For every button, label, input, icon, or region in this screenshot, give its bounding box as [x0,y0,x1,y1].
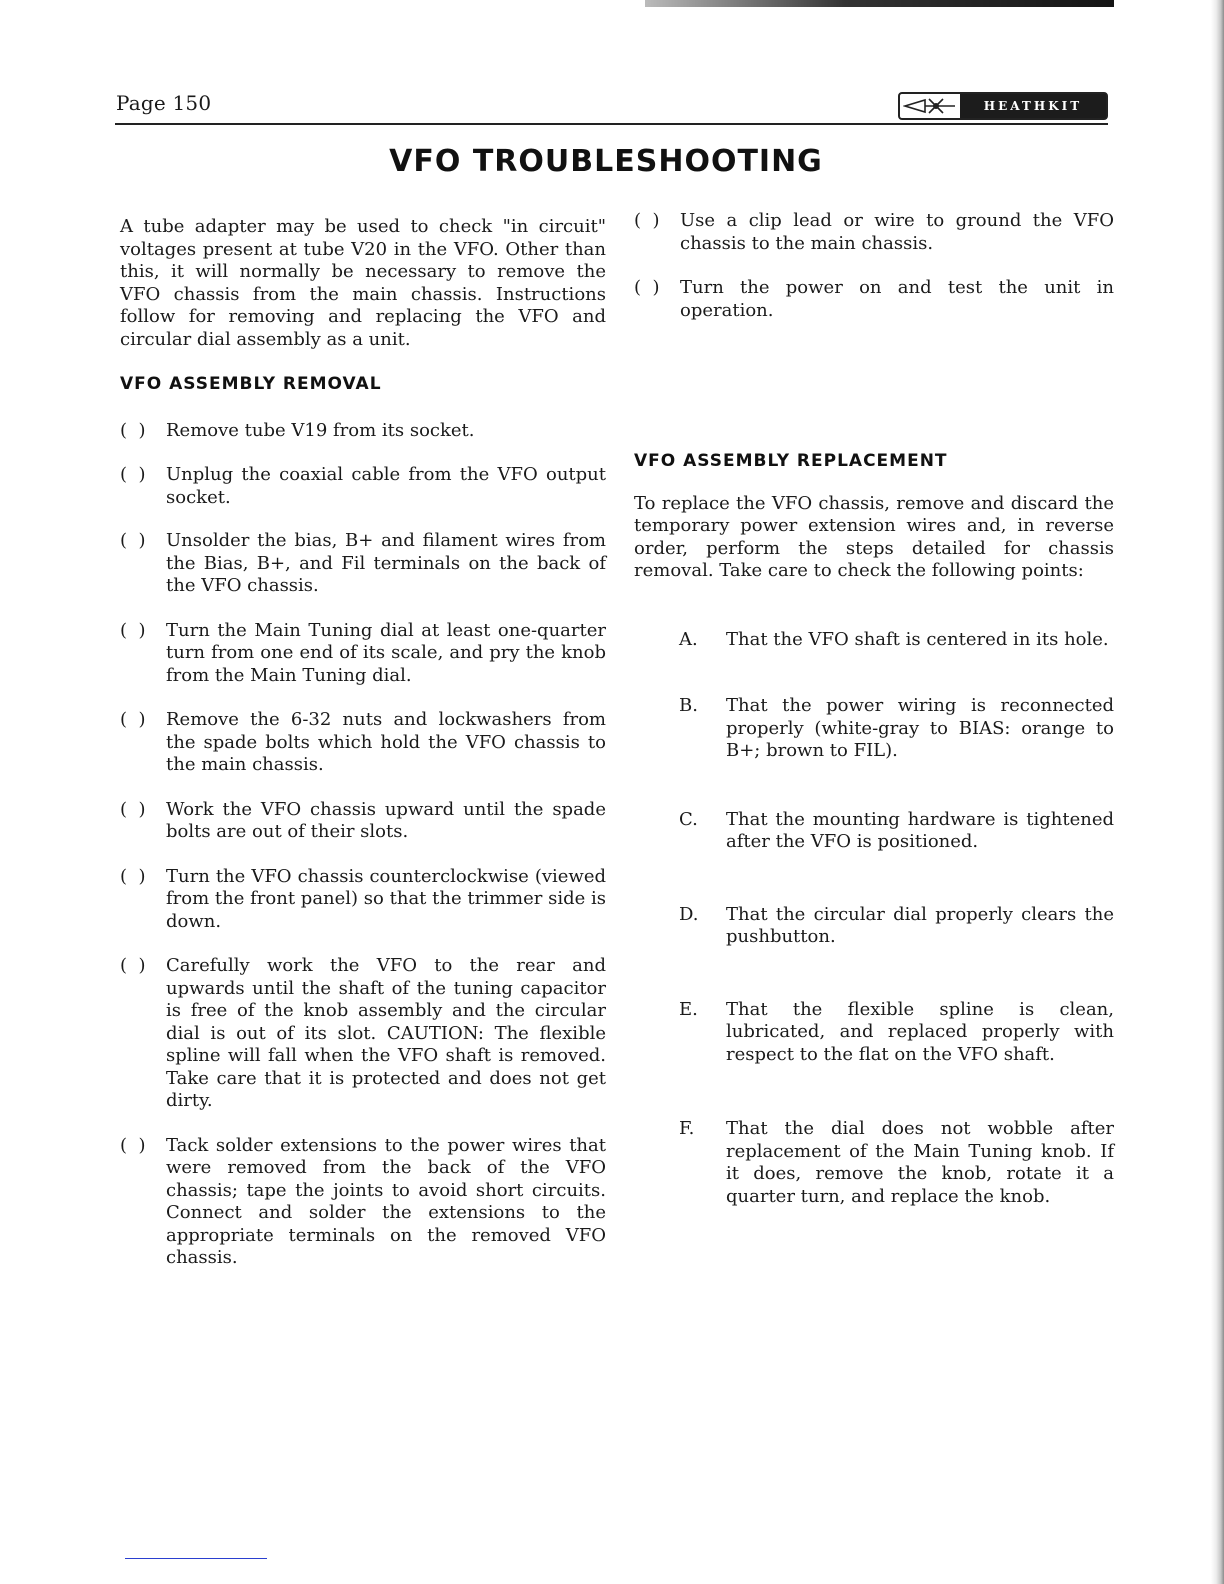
removal-heading: VFO ASSEMBLY REMOVAL [120,374,382,394]
intro-paragraph: A tube adapter may be used to check "in circuit" voltages present at tube V20 in the VFO. Other than this, it will normally be necessary to remove the VFO chassis from the main chassis. Instructions follow for removing and replacing the VFO and circular dial assembly as a unit. [120,216,606,350]
step-text: Work the VFO chassis upward until the spade bolts are out of their slots. [166,798,606,842]
removal-step [120,420,606,443]
check-point [634,1118,1114,1208]
logo-wordmark: HEATHKIT [960,94,1106,118]
check-point [634,629,1114,652]
step-text: Remove tube V19 from its socket. [166,419,475,441]
checkbox[interactable]: ( ) [120,419,146,441]
step-text: Turn the power on and test the unit in operation. [680,277,1114,321]
check-point [634,999,1114,1067]
point-letter: B. [679,695,698,716]
point-text: That the flexible spline is clean, lubricated, and replaced properly with respect to the flat on the VFO shaft. [726,998,1114,1065]
right-column [634,210,1114,1208]
checkbox[interactable]: ( ) [120,464,146,485]
removal-step [120,530,606,598]
page-title: VFO TROUBLESHOOTING [389,144,823,179]
checkbox[interactable]: ( ) [120,530,146,551]
checkbox[interactable]: ( ) [120,1134,146,1156]
step-text: Remove the 6-32 nuts and lockwashers from the spade bolts which hold the VFO chassis to the main chassis. [166,709,606,775]
step-text: Carefully work the VFO to the rear and upwards until the shaft of the tuning capacitor is free of the knob assembly and the circular dial is out of its slot. CAUTION: The flexible spline will fall when the VFO shaft is removed. Take care that it is protected and does not get dirty. [166,955,606,1111]
footer-rule [125,1558,267,1559]
point-letter: A. [679,628,698,650]
point-text: That the circular dial properly clears the pushbutton. [726,903,1114,947]
step-text: Turn the VFO chassis counterclockwise (viewed from the front panel) so that the trimmer side is down. [166,865,606,932]
step-text: Use a clip lead or wire to ground the VFO chassis to the main chassis. [680,210,1114,254]
removal-step [120,464,606,509]
point-letter: E. [679,998,698,1020]
removal-step [120,1135,606,1270]
point-text: That the power wiring is reconnected properly (white-gray to BIAS: orange to B+; brown to FIL). [726,695,1114,761]
point-text: That the dial does not wobble after replacement of the Main Tuning knob. If it does, remove the knob, rotate it a quarter turn, and replace the knob. [726,1118,1114,1207]
checkbox[interactable]: ( ) [120,798,146,820]
checkbox[interactable]: ( ) [634,277,660,298]
point-letter: F. [679,1118,695,1139]
replacement-heading: VFO ASSEMBLY REPLACEMENT [634,451,948,471]
removal-step [120,620,606,688]
removal-step [120,799,606,844]
checkbox[interactable]: ( ) [120,865,146,887]
point-letter: C. [679,808,698,830]
step-text: Unplug the coaxial cable from the VFO output socket. [166,464,606,508]
left-column [120,216,606,1270]
check-point [634,809,1114,854]
removal-step [120,866,606,934]
step-text: Tack solder extensions to the power wires that were removed from the back of the VFO chassis; tape the joints to avoid short circuits. Connect and solder the extensions to the appropriate terminals on the removed VFO chassis. [166,1134,606,1268]
removal-step [634,277,1114,322]
check-point [634,695,1114,763]
checkbox[interactable]: ( ) [120,619,146,641]
heathkit-logo [898,92,1108,120]
scan-binding-edge [1114,0,1224,1584]
header-rule [115,123,1108,125]
heathkit-emblem-icon [900,94,960,118]
replacement-intro: To replace the VFO chassis, remove and discard the temporary power extension wires and, in reverse order, perform the steps detailed for chassis removal. Take care to check the following points: [634,492,1114,581]
point-text: That the VFO shaft is centered in its hole. [726,628,1109,650]
page-number: Page 150 [116,91,212,115]
point-text: That the mounting hardware is tightened after the VFO is positioned. [726,808,1114,852]
removal-step [634,210,1114,255]
step-text: Unsolder the bias, B+ and filament wires from the Bias, B+, and Fil terminals on the back of the VFO chassis. [166,530,606,596]
removal-step [120,709,606,777]
step-text: Turn the Main Tuning dial at least one-quarter turn from one end of its scale, and pry the knob from the Main Tuning dial. [166,619,606,686]
check-point [634,904,1114,949]
scan-top-edge [645,0,1145,7]
point-letter: D. [679,903,699,925]
checkbox[interactable]: ( ) [120,709,146,730]
checkbox[interactable]: ( ) [120,955,146,976]
removal-step [120,955,606,1113]
checkbox[interactable]: ( ) [634,210,660,231]
